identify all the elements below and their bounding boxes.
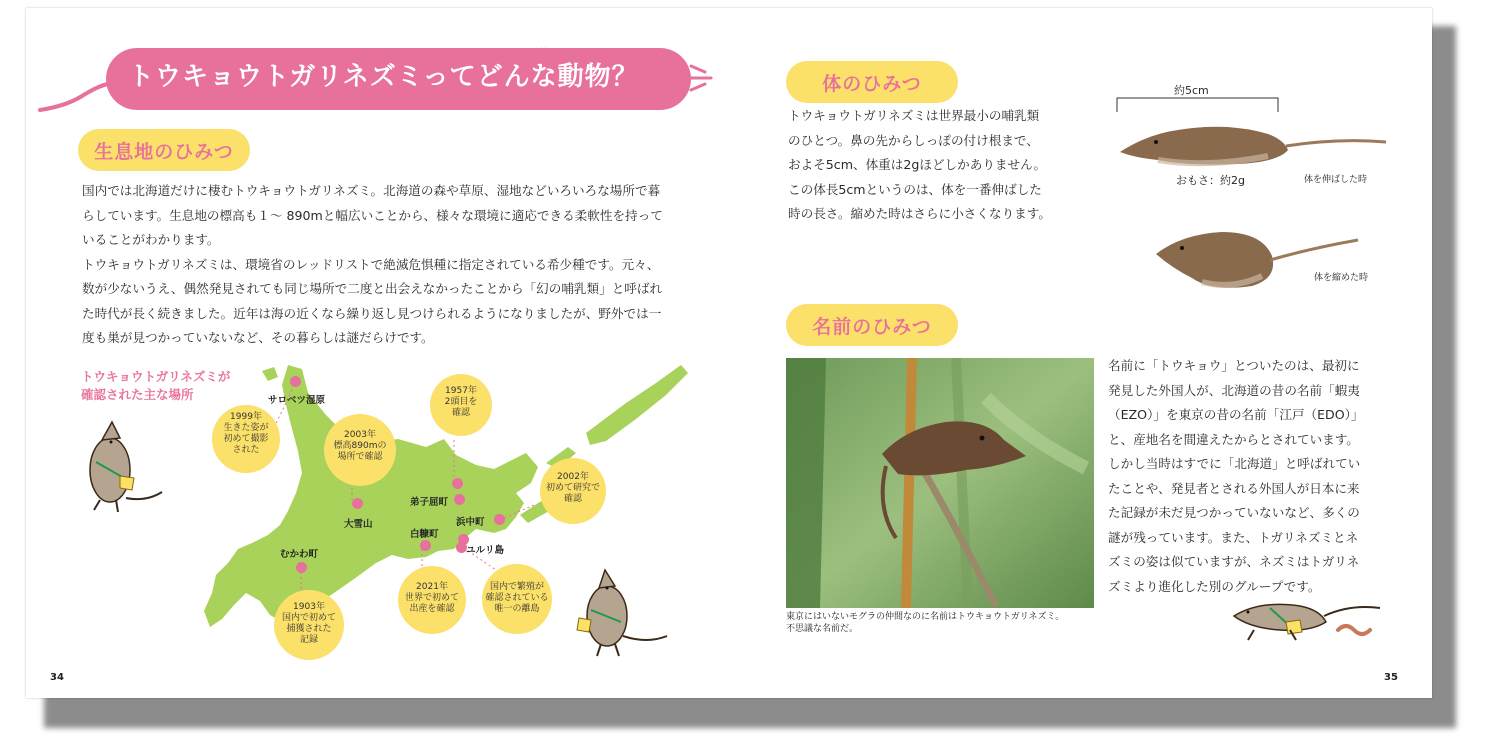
- note-2003-text: 2003年 標高890mの 場所で確認: [333, 430, 387, 462]
- title-ruby: どうぶつ: [534, 47, 566, 56]
- map-heading: トウキョウトガリネズミが 確認された主な場所: [81, 369, 231, 402]
- weight-label: おもさ：約2g: [1176, 174, 1245, 187]
- shrew-mascot-illustration-2: [561, 566, 671, 666]
- note-2021-text: 2021年 世界で初めて 出産を確認: [404, 582, 459, 614]
- note-1999-text: 1999年 生きた姿が 初めて撮影 された: [223, 412, 269, 455]
- body-label: 体のひみつ: [786, 61, 958, 103]
- shrew-running-illustration: [1230, 594, 1390, 654]
- habitat-label: 生息地のひみつ: [78, 129, 250, 171]
- place-sarobetsu: サロベツ湿原: [268, 395, 326, 406]
- place-taisetsu: 大雪山: [344, 519, 373, 530]
- map-dot-hamanaka: [494, 514, 505, 525]
- note-1903-text: 1903年 国内で初めて 捕獲された 記録: [281, 602, 336, 645]
- map-dot-shiranuka: [420, 540, 431, 551]
- map-dot-sarobetsu: [290, 376, 301, 387]
- place-shiranuka: 白糠町: [410, 529, 439, 540]
- page-title: トウキョウトガリネズミってどんな動物？: [128, 62, 639, 92]
- curled-caption: 体を縮めた時: [1314, 273, 1369, 283]
- note-1957-text: 1957年 2頭目を 確認: [444, 386, 478, 418]
- note-2002-text: 2002年 初めて研究で 確認: [545, 472, 600, 504]
- page-number-right: 35: [1384, 672, 1398, 683]
- shrew-mascot-illustration-1: [76, 418, 166, 518]
- page-number-left: 34: [50, 672, 64, 683]
- body-paragraph: トウキョウトガリネズミは世界最小の哺乳類 のひとつ。鼻の先からしっぽの付け根まで、 およそ5cm、体重は2gほどしかありません。 この体長5cmというのは、体を一番伸ばした 時の長さ。縮めた時はさらに小さくなります。: [788, 108, 1051, 221]
- map-dot-teshikaga: [454, 494, 465, 505]
- name-paragraph: 名前に「トウキョウ」とついたのは、最初に 発見した外国人が、北海道の昔の名前「蝦夷 （EZO）」を東京の昔の名前「江戸（EDO）」 と、産地名を間違えたからとされています。 しかし当時はすでに「北海道」と呼ばれてい たことや、発見者とされる外国人が日本に来 た記録が未だ見つかっていないなど、多くの 謎が残っています。また、トガリネズミとネ ズミの姿は似ていますが、ネズミはトガリネ ズミより進化した別のグループです。: [1108, 358, 1364, 594]
- shrew-on-stem-photo: [786, 358, 1094, 608]
- habitat-paragraph: 国内では北海道だけに棲むトウキョウトガリネズミ。北海道の森や草原、湿地などいろいろな場所で暮 らしています。生息地の標高も１～ 890mと幅広いことから、様々な環境に適応できる柔軟性を持って いることがわかります。 トウキョウトガリネズミは、環境省のレッドリストで絶滅危惧種に指定されている希少種です。元々、 数が少ないうえ、偶然発見されても同じ場所で二度と出会えなかったことから「幻の哺乳類」と呼ばれ た時代が長く続きました。近年は海の近くなら繰り返し見つけられるようになりましたが、野外では一 度も巣が見つかっていないなど、その暮らしは謎だらけです。: [82, 183, 663, 345]
- place-teshikaga: 弟子屈町: [410, 497, 449, 508]
- place-mukawa: むかわ町: [280, 549, 319, 560]
- place-hamanaka: 浜中町: [456, 517, 485, 528]
- note-island-text: 国内で繁殖が 確認されている 唯一の離島: [485, 582, 549, 614]
- name-label: 名前のひみつ: [786, 304, 958, 346]
- map-dot-mukawa: [296, 562, 307, 573]
- size-label: 約5cm: [1174, 84, 1209, 97]
- shrew-stretched-photo: [1118, 112, 1388, 172]
- place-yururi: ユルリ島: [466, 545, 505, 556]
- book-spread: [26, 8, 1432, 698]
- shrew-curled-photo: [1152, 220, 1362, 300]
- map-dot-1957: [452, 478, 463, 489]
- map-dot-taisetsu: [352, 498, 363, 509]
- stretched-caption: 体を伸ばした時: [1304, 175, 1368, 185]
- photo-caption: 東京にはいないモグラの仲間なのに名前はトウキョウトガリネズミ。 不思議な名前だ。: [786, 612, 1065, 634]
